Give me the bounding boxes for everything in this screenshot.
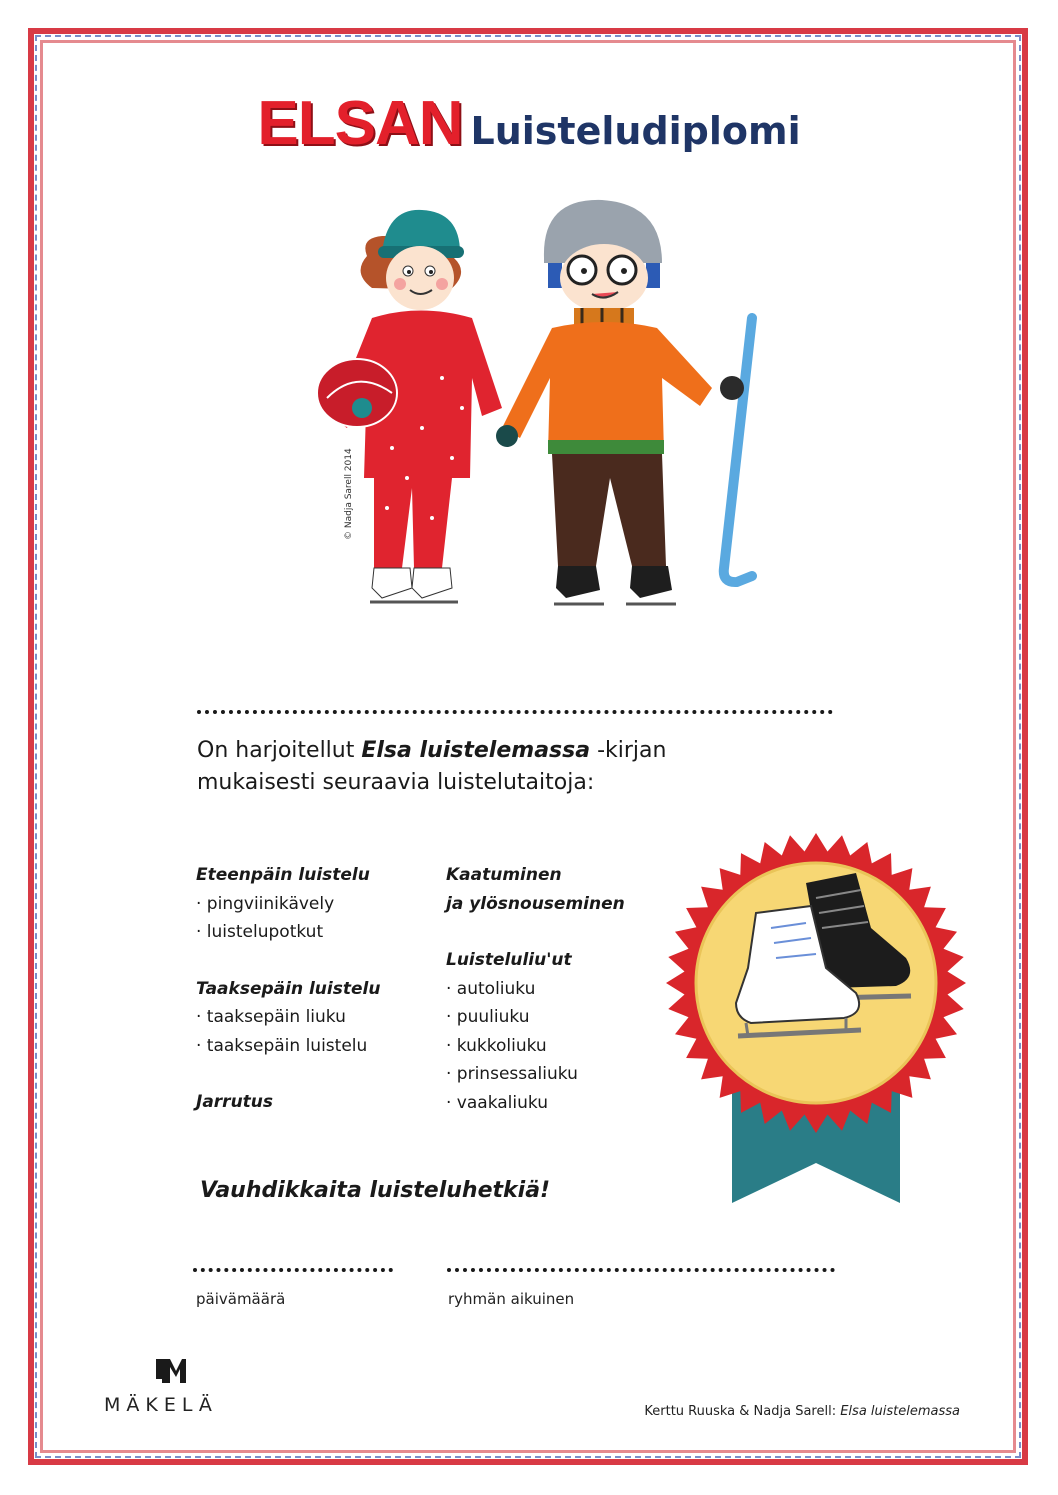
skill-heading: Eteenpäin luistelu: [196, 865, 370, 885]
children-skating-illustration: [312, 178, 802, 648]
intro-text-after: -kirjan mukaisesti seuraavia luistelutaitoja:: [197, 738, 667, 795]
skill-item: · autoliuku: [446, 978, 536, 999]
slogan: Vauhdikkaita luisteluhetkiä!: [200, 1178, 551, 1203]
skate-medal-badge: [656, 818, 976, 1208]
skill-heading: Luisteluliu'ut: [446, 950, 572, 970]
skill-item: · luistelupotkut: [196, 922, 324, 942]
adult-label: ryhmän aikuinen: [448, 1290, 575, 1308]
book-credit: [644, 1404, 960, 1419]
skill-heading: Taaksepäin luistelu: [196, 978, 381, 999]
intro-text-before: On harjoitellut: [197, 738, 362, 763]
intro-book-title: Elsa luistelemassa: [361, 738, 591, 763]
title-elsan: ELSAN: [257, 89, 463, 158]
date-label: päivämäärä: [196, 1290, 286, 1308]
girl-figure: [317, 210, 502, 602]
intro-paragraph: [197, 735, 717, 799]
skill-heading: Kaatuminen: [446, 865, 562, 885]
skill-item: · vaakaliuku: [446, 1092, 548, 1113]
illustration-copyright: © Nadja Sarell 2014: [344, 448, 354, 540]
title-luisteludiplomi: Luisteludiplomi: [470, 109, 801, 153]
skill-item: · pingviinikävely: [196, 893, 335, 914]
makela-logo-icon: [104, 1353, 234, 1393]
credit-book-title: Elsa luistelemassa: [840, 1404, 960, 1419]
skills-right-column: [446, 861, 625, 1117]
adult-dotted-line: [447, 1268, 835, 1272]
skill-heading-continued: ja ylösnouseminen: [446, 893, 625, 914]
page-title: [0, 88, 1058, 159]
publisher-name: MÄKELÄ: [104, 1394, 218, 1416]
credit-authors: Kerttu Ruuska & Nadja Sarell:: [644, 1404, 841, 1419]
skill-item: · prinsessaliuku: [446, 1064, 578, 1084]
date-dotted-line: [193, 1268, 393, 1272]
boy-figure: [496, 200, 752, 604]
skill-item: · taaksepäin liuku: [196, 1007, 346, 1027]
skill-item: · taaksepäin luistelu: [196, 1035, 368, 1056]
skills-left-column: [196, 861, 380, 1117]
skill-heading: Jarrutus: [196, 1092, 274, 1112]
skill-item: · kukkoliuku: [446, 1035, 547, 1056]
skill-item: · puuliuku: [446, 1007, 530, 1027]
name-dotted-line: [197, 710, 833, 714]
